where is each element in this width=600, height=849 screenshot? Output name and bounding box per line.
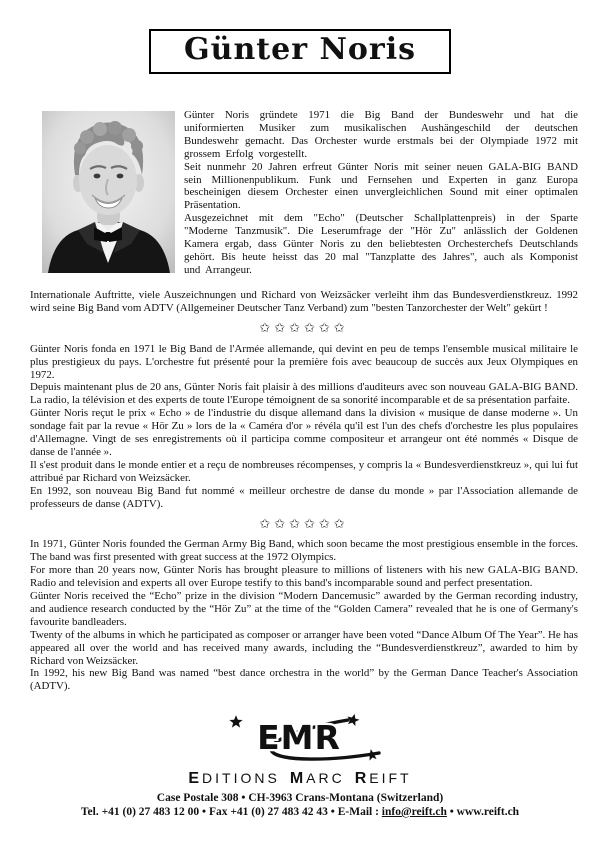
publisher-footer <box>0 713 600 819</box>
stars-separator: ✩✩✩✩✩✩ <box>259 515 349 531</box>
german-paragraph: Seit nunmehr 20 Jahren erfreut Günter Noris mit seiner neuen GALA-BIG BAND sein Millionenpublikum. Funk und Fernsehen und Experten in ganz Europa bescheinigen diesem Orchester einen unvergleichlichen Sound mit einer optimalen Präsentation. <box>184 160 578 212</box>
french-paragraph: Günter Noris fonda en 1971 le Big Band de l'Armée allemande, qui devint en peu de temps l'ensemble musical militaire le plus prestigieux du pays. L'orchestre fut présenté pour la première fois avec beaucoup de succès aux Jeux Olympiques en 1972. <box>30 342 578 381</box>
page-title: Günter Noris <box>184 32 416 67</box>
stars-separator: ✩✩✩✩✩✩ <box>259 319 349 335</box>
german-paragraph: Internationale Auftritte, viele Auszeichnungen und Richard von Weizsäcker verleiht ihm das Bundesverdienstkreuz. 1992 wird seine Big Band vom ADTV (Allgemeiner Deutscher Tanz Verband) zum "besten Tanzorchester der Welt" gekürt ! <box>30 289 578 314</box>
logo-star-icon <box>229 715 242 727</box>
title-box <box>149 29 451 74</box>
english-paragraph: Günter Noris received the “Echo” prize in the division “Modern Dancemusic” awarded by the German recording industry, and audience research conducted by the “Hör Zu” at the time of the “Golden Camera” revealed that he is one of Germany's favourite bandleaders. <box>30 590 578 628</box>
english-paragraph: For more than 20 years now, Günter Noris has brought pleasure to millions of listeners with his new GALA-BIG BAND. Radio and television and experts all over Europe testify to this band's incomparable sound and perfect presentation. <box>30 564 578 590</box>
french-paragraph: En 1992, son nouveau Big Band fut nommé « meilleur orchestre de danse du monde » par l'Association allemande de professeurs de danse (ADTV). <box>30 484 578 510</box>
english-paragraph: In 1992, his new Big Band was named “best dance orchestra in the world” by the German Dance Teacher's Association (ADTV). <box>30 667 578 693</box>
logo-text: EMR <box>257 718 341 758</box>
english-section <box>30 538 578 693</box>
german-paragraph: Günter Noris gründete 1971 die Big Band der Bundeswehr und hat die uniformierten Musiker zum musikalischen Aushängeschild der deutschen Bundeswehr gemacht. Das Orchester wurde erstmals bei der Olympiade 1972 mit grossem Erfolg vorgestellt. <box>184 109 578 160</box>
publisher-name: EDITIONS MARC REIFT <box>188 770 412 788</box>
body-content <box>30 109 578 693</box>
portrait-photo <box>42 111 175 273</box>
email-link[interactable]: info@reift.ch <box>381 805 447 818</box>
french-paragraph: Il s'est produit dans le monde entier et a reçu de nombreuses récompenses, y compris la « Bundesverdienstkreuz », qui lui fut attribué par Richard von Weizsäcker. <box>30 458 578 484</box>
emr-logo <box>205 713 395 763</box>
contact-line <box>0 806 600 820</box>
french-section <box>30 343 578 511</box>
french-paragraph: Depuis maintenant plus de 20 ans, Günter Noris fait plaisir à des millions d'auditeurs avec son nouveau GALA-BIG BAND. La radio, la télévision et des experts de toute l'Europe témoignent de sa sonorité incomparable et de sa présentation parfaite. <box>30 381 578 407</box>
address-line: Case Postale 308 • CH-3963 Crans-Montana (Switzerland) <box>156 792 444 805</box>
english-paragraph: Twenty of the albums in which he participated as composer or arranger have been voted “Dance Album Of The Year”. He has appeared all over the world and has received many awards, including the “Bundesverdienstkreuz”, awarded to him by Richard von Weizsäcker. <box>30 628 578 667</box>
portrait-illustration <box>42 111 175 273</box>
german-section <box>30 109 578 315</box>
contact-prefix: Tel. +41 (0) 27 483 12 00 • Fax +41 (0) 27 483 42 43 • E-Mail : <box>80 805 382 818</box>
contact-suffix: • www.reift.ch <box>446 805 520 818</box>
english-paragraph: In 1971, Günter Noris founded the German Army Big Band, which soon became the most prestigious ensemble in the forces. The band was first presented with great success at the 1972 Olympics. <box>30 538 578 564</box>
french-paragraph: Günter Noris reçut le prix « Echo » de l'industrie du disque allemand dans la division « musique de danse moderne ». Un sondage fait par la revue « Hör Zu » lors de la « Caméra d'or » révéla qu'il est l'un des chefs d'orchestre les plus populaires d'Allemagne. Vingt de ses enregistrements où il participa comme compositeur et arrangeur ont été nommés « Disque de danse de l'année ». <box>30 407 578 458</box>
german-paragraph: Ausgezeichnet mit dem "Echo" (Deutscher Schallplattenpreis) in der Sparte "Moderne Tanzmusik". Die Leserumfrage der "Hör Zu" anlässlich der Goldenen Kamera ergab, dass Günter Noris zu den beliebtesten Orchesterchefs Deutschlands gehört. Bis heute heisst das 20 mal "Tanzplatte des Jahres", auch als Komponist und Arrangeur. <box>184 212 578 276</box>
